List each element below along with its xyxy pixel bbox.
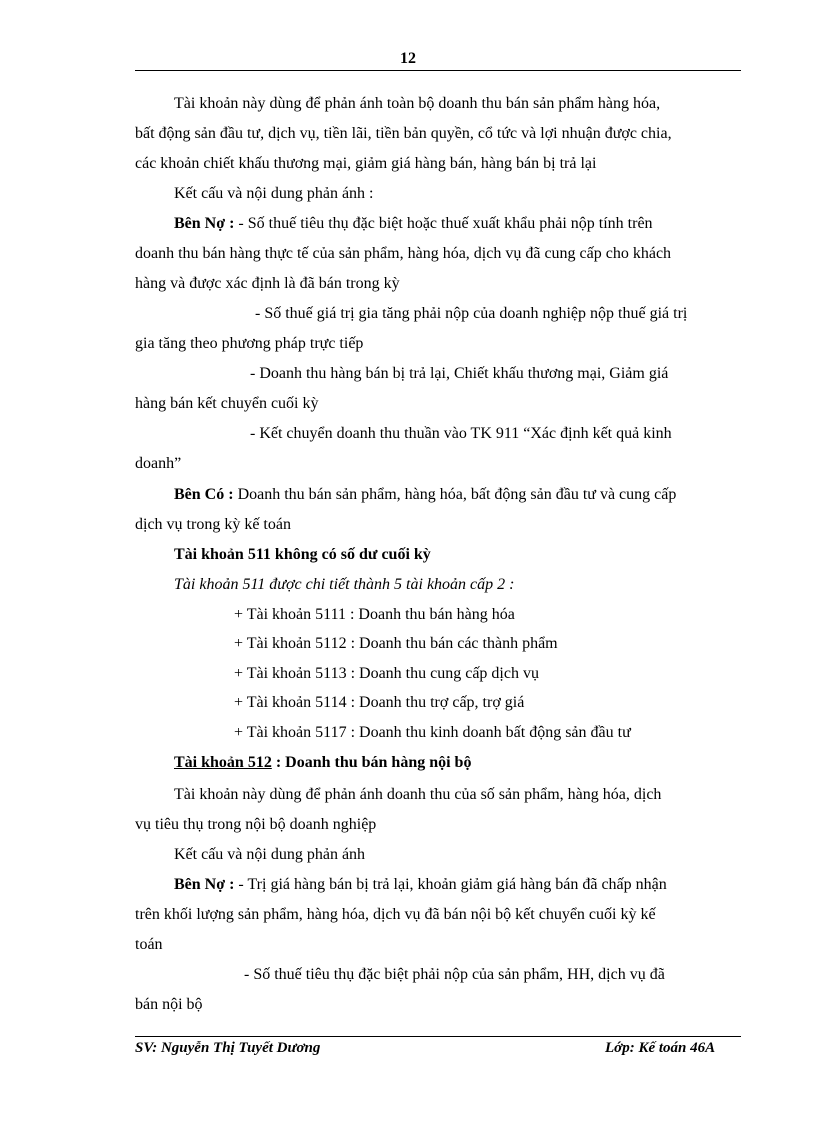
debit-text: - Số thuế tiêu thụ đặc biệt hoặc thuế xuất khẩu phải nộp tính trên bbox=[234, 215, 653, 232]
credit-entry-line bbox=[174, 485, 676, 505]
paragraph-line: - Kết chuyển doanh thu thuần vào TK 911 “Xác định kết quả kinh bbox=[250, 425, 672, 442]
paragraph-line: bất động sản đầu tư, dịch vụ, tiền lãi, tiền bản quyền, cổ tức và lợi nhuận được chia, bbox=[135, 125, 672, 142]
header-rule bbox=[135, 70, 741, 71]
paragraph-line: Kết cấu và nội dung phản ánh bbox=[174, 846, 366, 863]
paragraph-line: - Doanh thu hàng bán bị trả lại, Chiết khấu thương mại, Giảm giá bbox=[250, 365, 669, 382]
debit-label: Bên Nợ : bbox=[174, 215, 235, 232]
paragraph-line: toán bbox=[135, 936, 163, 953]
paragraph-line: hàng bán kết chuyển cuối kỳ bbox=[135, 395, 319, 412]
sub-account-item: + Tài khoản 5113 : Doanh thu cung cấp dịch vụ bbox=[234, 665, 539, 682]
sub-account-item: + Tài khoản 5114 : Doanh thu trợ cấp, trợ giá bbox=[234, 694, 525, 711]
paragraph-line: Tài khoản này dùng để phản ánh doanh thu của số sản phẩm, hàng hóa, dịch bbox=[174, 786, 662, 803]
paragraph-line: - Số thuế tiêu thụ đặc biệt phải nộp của sản phẩm, HH, dịch vụ đã bbox=[244, 966, 665, 983]
sub-account-item: + Tài khoản 5117 : Doanh thu kinh doanh bất động sản đầu tư bbox=[234, 724, 631, 741]
paragraph-line: - Số thuế giá trị gia tăng phải nộp của doanh nghiệp nộp thuế giá trị bbox=[255, 305, 688, 322]
debit-entry-line bbox=[174, 875, 667, 895]
paragraph-line: doanh” bbox=[135, 455, 182, 472]
paragraph-line: vụ tiêu thụ trong nội bộ doanh nghiệp bbox=[135, 816, 377, 833]
tk512-title: : Doanh thu bán hàng nội bộ bbox=[271, 754, 472, 771]
sub-account-item: + Tài khoản 5112 : Doanh thu bán các thành phẩm bbox=[234, 635, 558, 652]
paragraph-line: trên khối lượng sản phẩm, hàng hóa, dịch vụ đã bán nội bộ kết chuyển cuối kỳ kế bbox=[135, 906, 656, 923]
debit-text: - Trị giá hàng bán bị trả lại, khoản giảm giá hàng bán đã chấp nhận bbox=[234, 876, 667, 893]
paragraph-line: dịch vụ trong kỳ kế toán bbox=[135, 516, 291, 533]
tk511-balance-heading: Tài khoản 511 không có số dư cuối kỳ bbox=[174, 546, 431, 563]
paragraph-line: hàng và được xác định là đã bán trong kỳ bbox=[135, 275, 400, 292]
tk512-label: Tài khoản 512 bbox=[174, 754, 272, 771]
paragraph-line: gia tăng theo phương pháp trực tiếp bbox=[135, 335, 364, 352]
footer-rule bbox=[135, 1036, 741, 1037]
sub-account-item: + Tài khoản 5111 : Doanh thu bán hàng hóa bbox=[234, 606, 515, 623]
credit-label: Bên Có : bbox=[174, 486, 234, 503]
tk512-heading bbox=[174, 753, 471, 773]
paragraph-line: các khoản chiết khấu thương mại, giảm giá hàng bán, hàng bán bị trả lại bbox=[135, 155, 597, 172]
footer-student-name: SV: Nguyễn Thị Tuyết Dương bbox=[135, 1040, 321, 1056]
page-number: 12 bbox=[400, 50, 416, 67]
credit-text: Doanh thu bán sản phẩm, hàng hóa, bất động sản đầu tư và cung cấp bbox=[233, 486, 677, 503]
footer-class-name: Lớp: Kế toán 46A bbox=[605, 1040, 716, 1056]
tk511-detail-heading: Tài khoản 511 được chi tiết thành 5 tài khoản cấp 2 : bbox=[174, 576, 515, 593]
paragraph-line: Tài khoản này dùng để phản ánh toàn bộ doanh thu bán sản phẩm hàng hóa, bbox=[174, 95, 661, 112]
debit-entry-line bbox=[174, 214, 653, 234]
paragraph-line: bán nội bộ bbox=[135, 996, 203, 1013]
paragraph-line: Kết cấu và nội dung phản ánh : bbox=[174, 185, 374, 202]
paragraph-line: doanh thu bán hàng thực tế của sản phẩm, hàng hóa, dịch vụ đã cung cấp cho khách bbox=[135, 245, 672, 262]
debit-label: Bên Nợ : bbox=[174, 876, 235, 893]
